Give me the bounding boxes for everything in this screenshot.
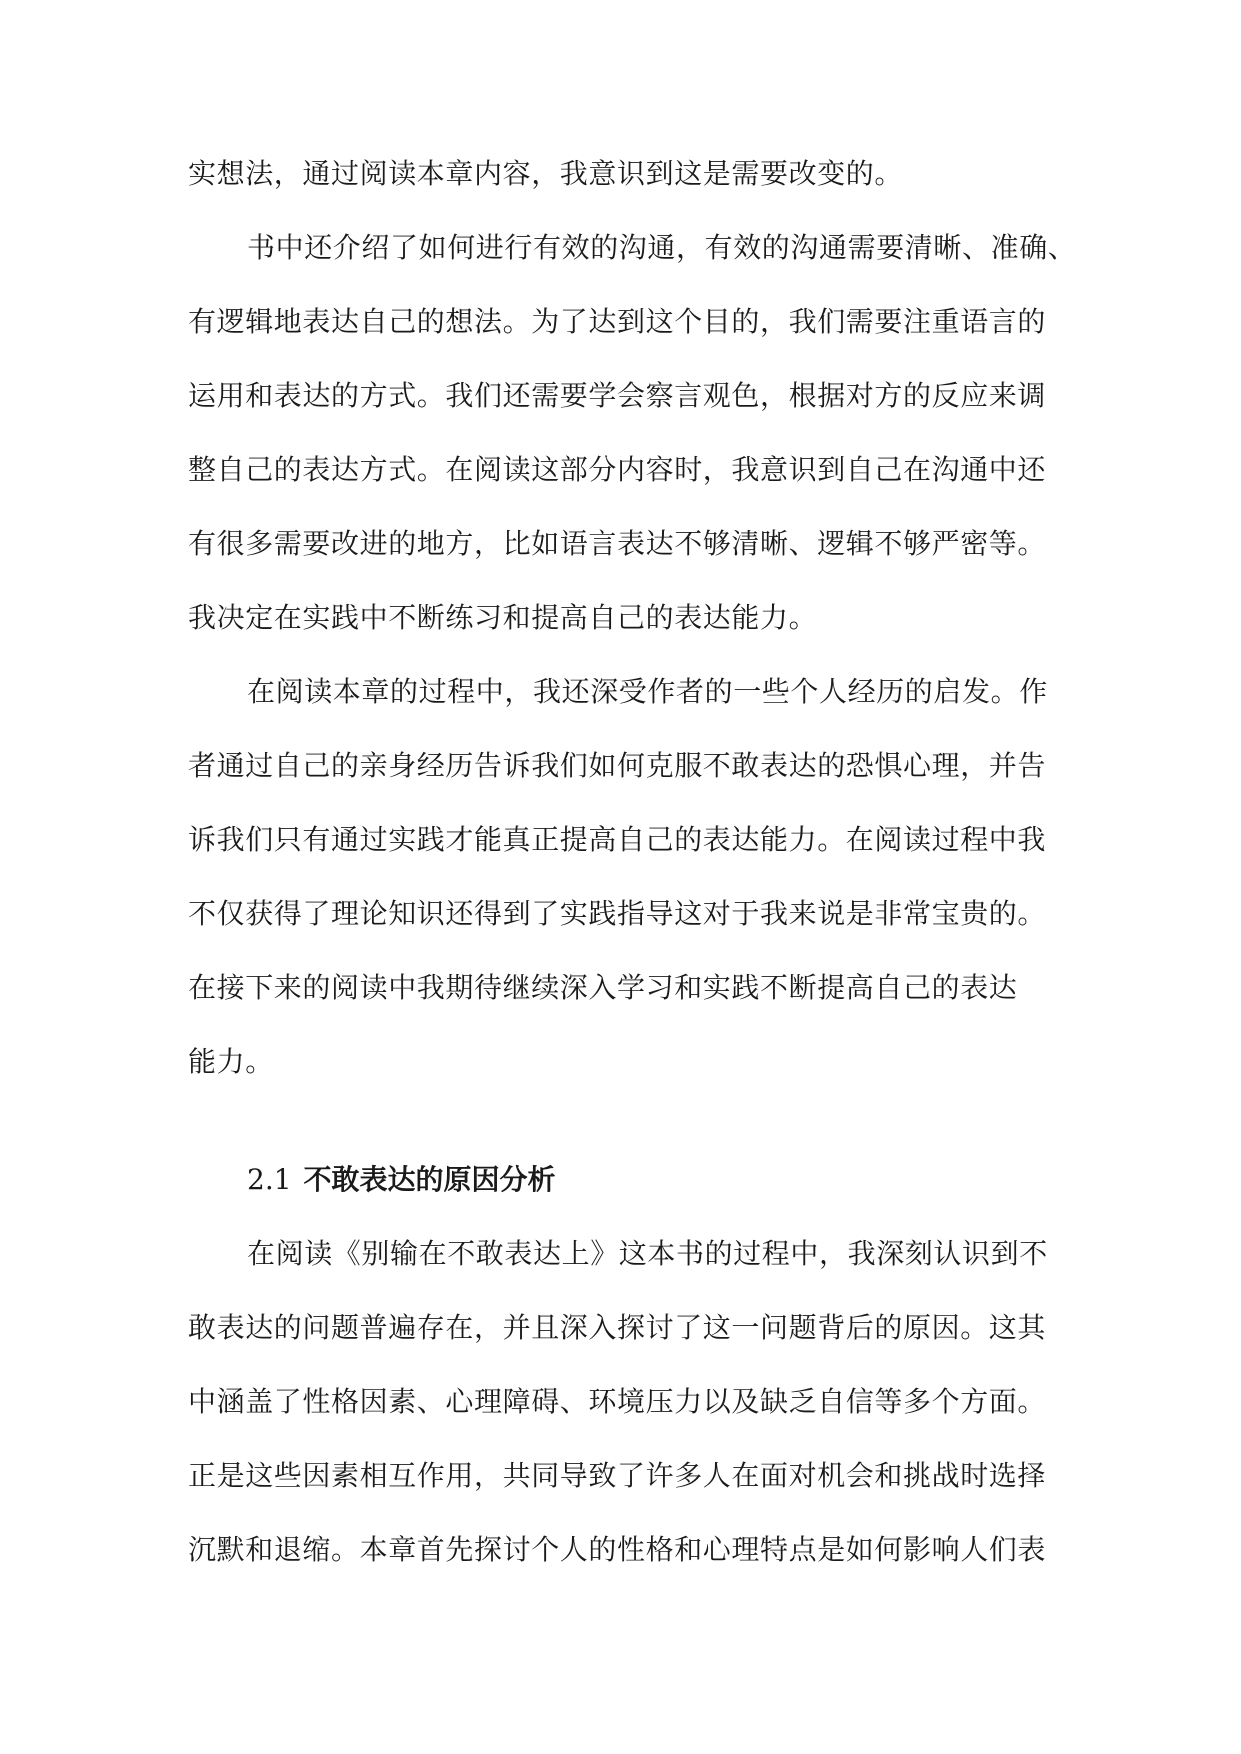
text-line: 中涵盖了性格因素、心理障碍、环境压力以及缺乏自信等多个方面。 xyxy=(188,1385,1047,1418)
text-line: 书中还介绍了如何进行有效的沟通，有效的沟通需要清晰、准确、 xyxy=(247,231,1077,264)
text-line: 有很多需要改进的地方，比如语言表达不够清晰、逻辑不够严密等。 xyxy=(188,527,1047,560)
text-line: 我决定在实践中不断练习和提高自己的表达能力。 xyxy=(188,601,818,634)
section-number: 2.1 xyxy=(247,1163,292,1196)
text-line: 在接下来的阅读中我期待继续深入学习和实践不断提高自己的表达 xyxy=(188,971,1018,1004)
text-line: 整自己的表达方式。在阅读这部分内容时，我意识到自己在沟通中还 xyxy=(188,453,1047,486)
text-line: 者通过自己的亲身经历告诉我们如何克服不敢表达的恐惧心理，并告 xyxy=(188,749,1047,782)
text-line: 不仅获得了理论知识还得到了实践指导这对于我来说是非常宝贵的。 xyxy=(188,897,1047,930)
text-line: 沉默和退缩。本章首先探讨个人的性格和心理特点是如何影响人们表 xyxy=(188,1533,1047,1566)
text-line: 正是这些因素相互作用，共同导致了许多人在面对机会和挑战时选择 xyxy=(188,1459,1047,1492)
section-title: 不敢表达的原因分析 xyxy=(303,1163,556,1196)
text-line: 有逻辑地表达自己的想法。为了达到这个目的，我们需要注重语言的 xyxy=(188,305,1047,338)
section-heading xyxy=(247,1162,556,1198)
text-line: 运用和表达的方式。我们还需要学会察言观色，根据对方的反应来调 xyxy=(188,379,1047,412)
text-line: 在阅读本章的过程中，我还深受作者的一些个人经历的启发。作 xyxy=(247,675,1048,708)
text-line: 能力。 xyxy=(188,1045,274,1078)
text-line: 实想法，通过阅读本章内容，我意识到这是需要改变的。 xyxy=(188,157,904,190)
text-line: 诉我们只有通过实践才能真正提高自己的表达能力。在阅读过程中我 xyxy=(188,823,1047,856)
text-line: 在阅读《别输在不敢表达上》这本书的过程中，我深刻认识到不 xyxy=(247,1237,1048,1270)
text-line: 敢表达的问题普遍存在，并且深入探讨了这一问题背后的原因。这其 xyxy=(188,1311,1047,1344)
